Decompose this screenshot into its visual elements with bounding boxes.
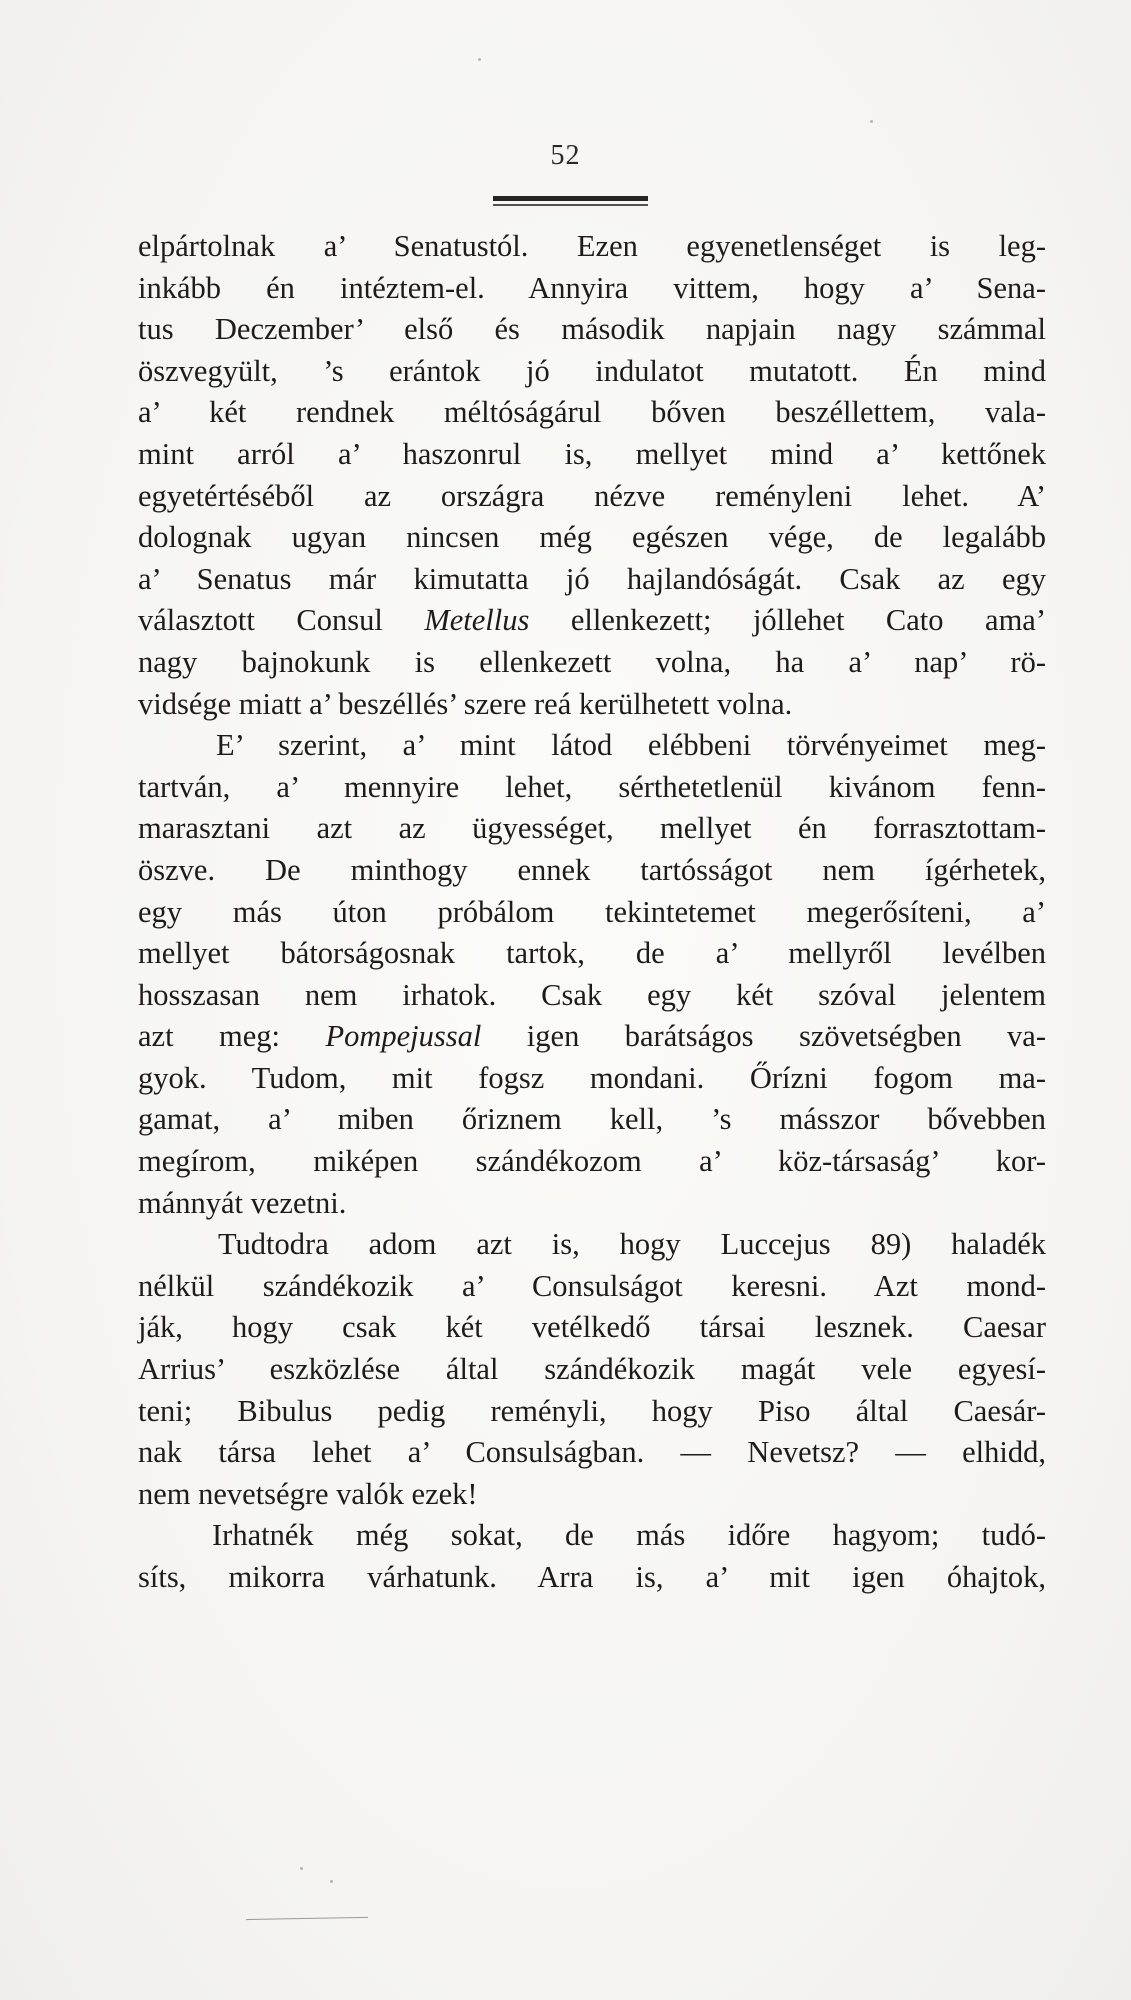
paper-speck [478,58,481,61]
text-segment: igen barátságos szövetségben va- [481,1019,1046,1054]
paper-speck [330,1880,333,1883]
text-line: egy más úton próbálom tekintetemet megerősíteni, a’ [138,894,1046,929]
text-line: elpártolnak a’ Senatustól. Ezen egyenetlenséget is leg- [138,229,1046,263]
italic-name: Metellus [424,603,530,638]
paper-speck [870,120,873,123]
text-line: tartván, a’ mennyire lehet, sérthetetlenül kivánom fenn- [138,769,1046,804]
text-segment: választott Consul [138,603,425,638]
body-text [138,226,1046,1599]
text-line: mint arról a’ haszonrul is, mellyet mind a’ kettőnek [138,436,1046,471]
text-line [138,1016,1046,1058]
text-line: nagy bajnokunk is ellenkezett volna, ha a’ nap’ rö- [138,644,1046,679]
text-line: nélkül szándékozik a’ Consulságot keresni. Azt mond- [138,1268,1046,1303]
text-segment: ellenkezett; jóllehet Cato ama’ [529,603,1046,638]
text-line: síts, mikorra várhatunk. Arra is, a’ mit igen óhajtok, [138,1560,1046,1594]
text-line: megírom, miképen szándékozom a’ köz-társaság’ kor- [138,1144,1046,1179]
text-line: gamat, a’ miben őriznem kell, ’s másszor bővebben [138,1102,1046,1137]
text-line: gyok. Tudom, mit fogsz mondani. Őrízni fogom ma- [138,1060,1046,1095]
text-line: tus Deczember’ első és második napjain nagy számmal [138,312,1046,347]
faint-pen-mark [246,1917,368,1920]
text-line [138,600,1046,642]
text-line: mánnyát vezetni. [138,1185,347,1220]
paragraph-first-line: Irhatnék még sokat, de más időre hagyom; tudó- [212,1518,1046,1553]
text-line: öszvegyült, ’s erántok jó indulatot mutatott. Én mind [138,353,1046,388]
paragraph-first-line: E’ szerint, a’ mint látod elébbeni törvényeimet meg- [216,728,1046,763]
paragraph-first-line: Tudtodra adom azt is, hogy Luccejus 89) haladék [218,1227,1046,1262]
text-line: egyetértéséből az országra nézve reményleni lehet. A’ [138,478,1046,513]
text-line: mellyet bátorságosnak tartok, de a’ mellyről levélben [138,936,1046,971]
text-line: teni; Bibulus pedig reményli, hogy Piso által Caesár- [138,1393,1046,1428]
header-rule [493,196,648,201]
text-line: nak társa lehet a’ Consulságban. — Nevetsz? — elhidd, [138,1435,1046,1470]
text-line: a’ Senatus már kimutatta jó hajlandóságát. Csak az egy [138,561,1046,596]
text-segment: azt meg: [138,1019,326,1054]
text-line: marasztani azt az ügyességet, mellyet én forrasztottam- [138,811,1046,846]
paper-speck [300,1867,303,1870]
text-line: nem nevetségre valók ezek! [138,1476,478,1511]
text-line: vidsége miatt a’ beszéllés’ szere reá kerülhetett volna. [138,686,793,721]
text-line: dolognak ugyan nincsen még egészen vége, de legalább [138,520,1046,555]
italic-name: Pompejussal [325,1019,482,1054]
page-number: 52 [550,140,581,171]
text-line: a’ két rendnek méltóságárul bőven beszéllettem, vala- [138,395,1046,430]
text-line: ják, hogy csak két vetélkedő társai lesznek. Caesar [138,1310,1046,1345]
text-line: inkább én intéztem-el. Annyira vittem, hogy a’ Sena- [138,270,1046,305]
text-line: öszve. De minthogy ennek tartósságot nem ígérhetek, [138,852,1046,887]
text-line: hosszasan nem irhatok. Csak egy két szóval jelentem [138,977,1046,1012]
text-line: Arrius’ eszközlése által szándékozik magát vele egyesí- [138,1352,1046,1387]
